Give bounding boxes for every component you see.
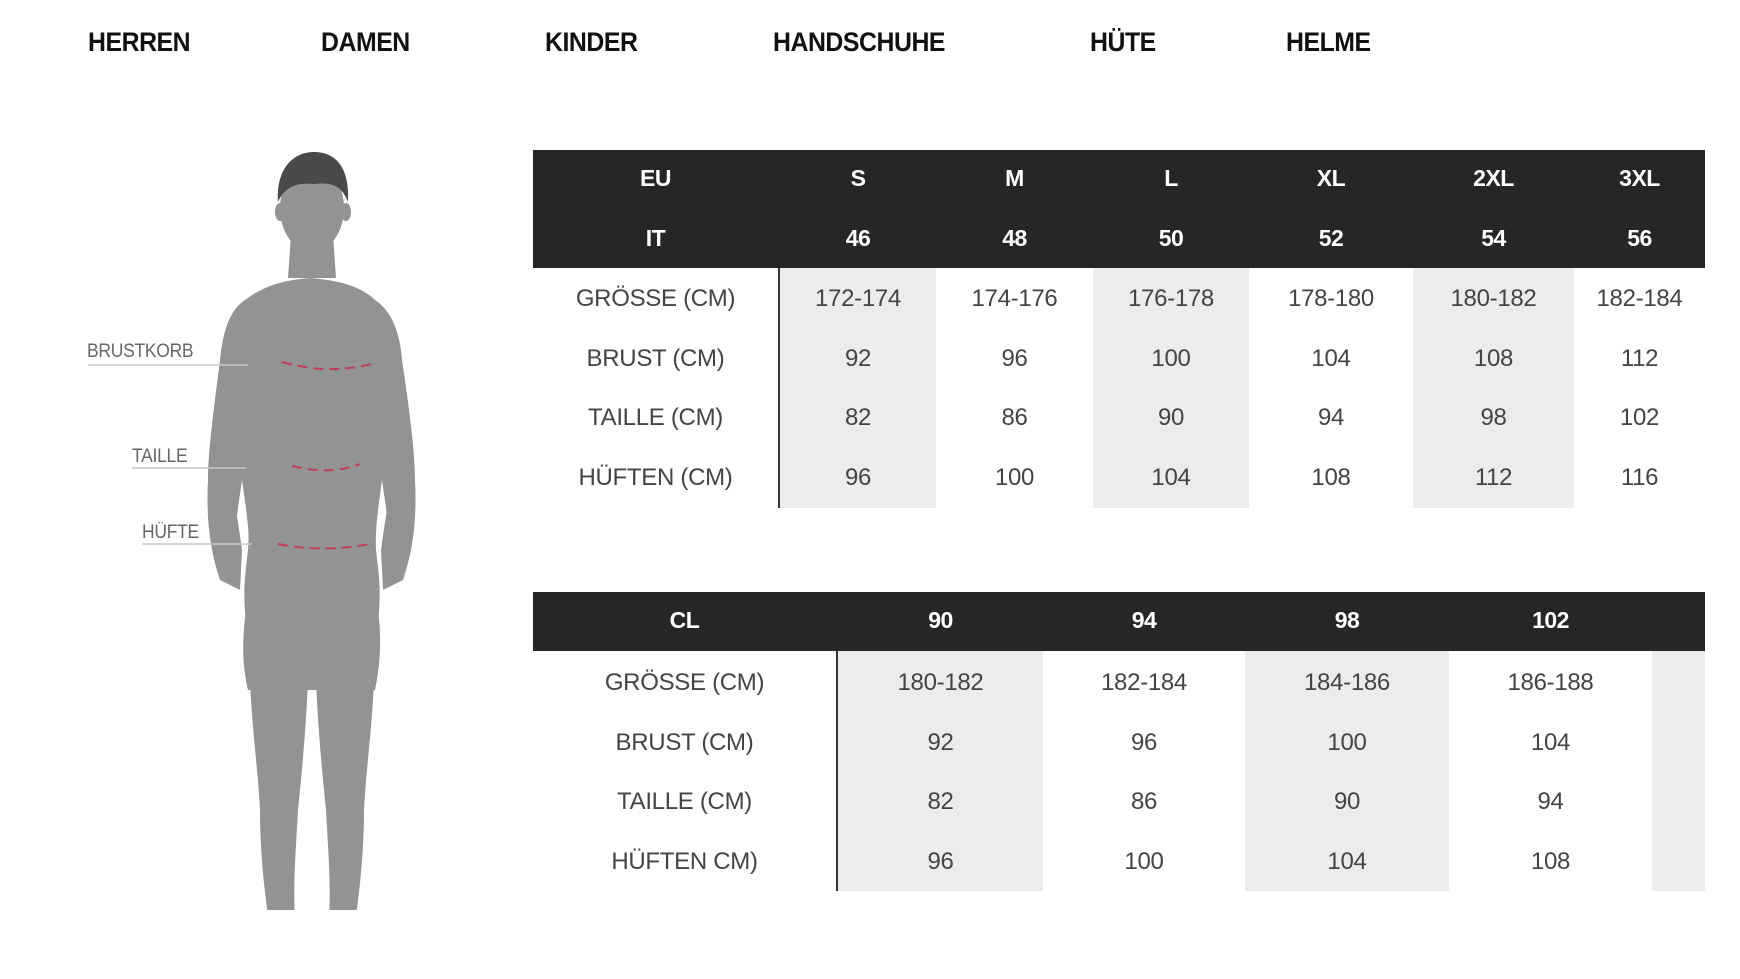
row-label: GRÖSSE (CM) xyxy=(604,669,765,696)
table-row-taille xyxy=(533,404,1705,434)
table-cell: 82 xyxy=(844,404,872,431)
size-table-eu xyxy=(533,150,1705,510)
header-cell: 46 xyxy=(845,225,871,251)
header-cell: S xyxy=(850,165,866,191)
header-cell: M xyxy=(1005,165,1024,191)
table-cell: 182-184 xyxy=(1101,669,1187,696)
header-cell: XL xyxy=(1316,165,1346,191)
header-cell: 56 xyxy=(1627,225,1652,251)
table-cell: 182-184 xyxy=(1596,285,1683,312)
row-label: BRUST (CM) xyxy=(615,729,754,756)
waist-label: TAILLE xyxy=(132,446,188,467)
table-cell: 186-188 xyxy=(1507,669,1594,696)
hip-label: HÜFTE xyxy=(142,522,199,543)
category-nav xyxy=(0,0,1740,90)
table-cell: 94 xyxy=(1317,404,1345,431)
header-label-cl: CL xyxy=(669,607,700,633)
header-cell: 50 xyxy=(1158,225,1184,251)
table-cell: 90 xyxy=(1333,788,1361,815)
nav-tab-handschuhe[interactable]: HANDSCHUHE xyxy=(773,27,946,57)
header-row-it xyxy=(533,225,1705,255)
nav-tab-damen[interactable]: DAMEN xyxy=(321,27,410,57)
table-cell: 116 xyxy=(1620,464,1659,491)
table-cell: 96 xyxy=(1001,345,1028,372)
header-label-eu: EU xyxy=(640,165,671,191)
row-label: BRUST (CM) xyxy=(586,345,725,372)
table-cell: 184-186 xyxy=(1304,669,1390,696)
table-cell: 100 xyxy=(994,464,1035,491)
table-cell: 174-176 xyxy=(971,285,1058,312)
table-cell: 102 xyxy=(1619,404,1660,431)
table-cell: 86 xyxy=(1001,404,1028,431)
table-cell: 86 xyxy=(1130,788,1158,815)
table-cell: 108 xyxy=(1530,848,1571,875)
table-cell: 172-174 xyxy=(815,285,901,312)
header-cell: 98 xyxy=(1334,607,1360,633)
table-cell: 82 xyxy=(927,788,954,815)
nav-tab-huete[interactable]: HÜTE xyxy=(1090,27,1156,57)
table-cell: 100 xyxy=(1327,729,1367,756)
table-cell: 112 xyxy=(1620,345,1659,372)
table-cell: 180-182 xyxy=(897,669,984,696)
table-header xyxy=(533,150,1705,268)
header-cell: 94 xyxy=(1131,607,1157,633)
header-cell: 2XL xyxy=(1473,165,1514,191)
header-cell: 102 xyxy=(1532,607,1569,633)
nav-tab-herren[interactable]: HERREN xyxy=(88,27,191,57)
header-row-eu xyxy=(533,165,1705,195)
table-cell: 100 xyxy=(1151,345,1191,372)
table-cell: 180-182 xyxy=(1450,285,1537,312)
table-cell: 176-178 xyxy=(1128,285,1214,312)
header-cell: L xyxy=(1164,165,1178,191)
table-row-brust xyxy=(533,345,1705,375)
nav-tab-kinder[interactable]: KINDER xyxy=(545,27,638,57)
table-row-taille xyxy=(533,788,1705,818)
table-row-brust xyxy=(533,729,1705,759)
table-cell: 92 xyxy=(927,729,954,756)
nav-tab-helme[interactable]: HELME xyxy=(1286,27,1371,57)
row-label: HÜFTEN (CM) xyxy=(578,464,733,491)
table-cell: 112 xyxy=(1474,464,1513,491)
table-cell: 108 xyxy=(1473,345,1514,372)
row-label: TAILLE (CM) xyxy=(588,404,723,431)
header-cell: 52 xyxy=(1318,225,1344,251)
table-row-groesse xyxy=(533,285,1705,315)
table-cell: 92 xyxy=(844,345,872,372)
table-row-hueften xyxy=(533,464,1705,494)
table-cell: 108 xyxy=(1311,464,1351,491)
table-cell: 98 xyxy=(1480,404,1507,431)
header-row-cl xyxy=(533,607,1705,637)
table-cell: 104 xyxy=(1311,345,1351,372)
header-cell: 48 xyxy=(1002,225,1027,251)
table-cell: 96 xyxy=(844,464,872,491)
row-label: HÜFTEN CM) xyxy=(611,848,758,875)
table-cell: 96 xyxy=(927,848,954,875)
body-measurement-figure xyxy=(70,150,510,910)
header-cell: 54 xyxy=(1481,225,1506,251)
table-cell: 100 xyxy=(1124,848,1164,875)
table-cell: 94 xyxy=(1537,788,1564,815)
table-cell: 104 xyxy=(1530,729,1571,756)
table-header xyxy=(533,592,1705,651)
row-label: TAILLE (CM) xyxy=(617,788,752,815)
table-cell: 104 xyxy=(1327,848,1367,875)
header-label-it: IT xyxy=(645,225,666,251)
male-silhouette-icon xyxy=(70,150,510,910)
table-row-hueften xyxy=(533,848,1705,878)
header-cell: 3XL xyxy=(1619,165,1660,191)
table-cell: 96 xyxy=(1130,729,1158,756)
size-table-cl xyxy=(533,592,1705,892)
table-row-groesse xyxy=(533,669,1705,699)
chest-label: BRUSTKORB xyxy=(87,341,194,362)
table-cell: 178-180 xyxy=(1288,285,1374,312)
table-cell: 90 xyxy=(1157,404,1185,431)
row-label: GRÖSSE (CM) xyxy=(575,285,736,312)
header-cell: 90 xyxy=(928,607,953,633)
table-cell: 104 xyxy=(1151,464,1191,491)
